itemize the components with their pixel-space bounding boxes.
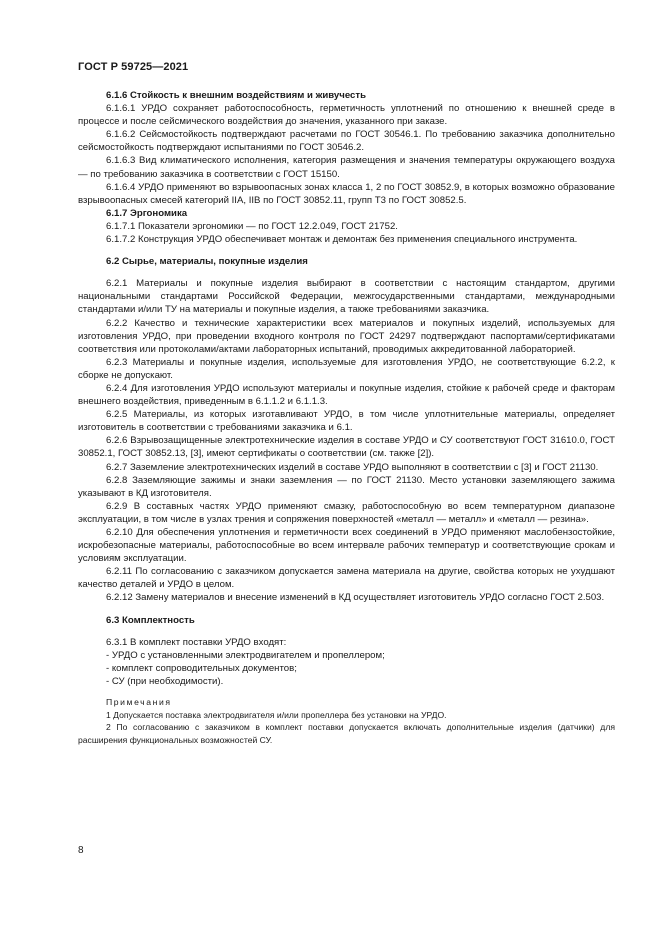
list-item: - УРДО с установленными электродвигателем и пропеллером; xyxy=(106,649,385,661)
section-heading-6-1-7: 6.1.7 Эргономика xyxy=(106,207,188,219)
paragraph-6-2-7: 6.2.7 Заземление электротехнических изделий в составе УРДО выполняют в соответствии с [3] и ГОСТ 21130. xyxy=(106,461,599,473)
paragraph-6-2-5: 6.2.5 Материалы, из которых изготавливают УРДО, в том числе уплотнительные материалы, определяет изготовитель в соответствии с требованиями заказчика и 6.1. xyxy=(78,409,615,434)
note-item: 1 Допускается поставка электродвигателя и/или пропеллера без установки на УРДО. xyxy=(106,710,447,721)
document-code-header: ГОСТ Р 59725—2021 xyxy=(78,61,189,73)
paragraph-6-2-2: 6.2.2 Качество и технические характеристики всех материалов и покупных изделий, используемых для изготовления УРДО, при проведении входного контроля по ГОСТ 24297 подтверждают паспортами/сертификатами соответствия или протоколами/актами лабораторных испытаний, проводимых аккредитованной лабораторией. xyxy=(78,317,615,355)
paragraph-6-2-3: 6.2.3 Материалы и покупные изделия, используемые для изготовления УРДО, не соответствующие 6.2.2, к сборке не допускают. xyxy=(78,356,615,381)
paragraph-6-2-10: 6.2.10 Для обеспечения уплотнения и герметичности всех соединений в УРДО применяют маслобензостойкие, искробезопасные материалы, работоспособные во всем интервале рабочих температур и соответствующие срокам и условиям эксплуатации. xyxy=(78,527,615,565)
paragraph-6-2-12: 6.2.12 Замену материалов и внесение изменений в КД осуществляет изготовитель УРДО согласно ГОСТ 2.503. xyxy=(106,592,605,604)
paragraph-6-2-9: 6.2.9 В составных частях УРДО применяют смазку, работоспособную во всем температурном диапазоне эксплуатации, в том числе в узлах трения и сопряжения поверхностей «металл — металл» и «металл — резина». xyxy=(78,500,615,525)
section-heading-6-3: 6.3 Комплектность xyxy=(106,614,195,626)
note-item: 2 По согласованию с заказчиком в комплект поставки допускается включать дополнительные изделия (датчики) для расширения функциональных возможностей СУ. xyxy=(78,722,615,745)
paragraph-6-2-8: 6.2.8 Заземляющие зажимы и знаки заземления — по ГОСТ 21130. Место установки заземляющего зажима указывают в КД изготовителя. xyxy=(78,474,615,499)
section-heading-6-1-6: 6.1.6 Стойкость к внешним воздействиям и живучесть xyxy=(106,90,366,101)
notes-title: Примечания xyxy=(106,697,172,708)
section-heading-6-2: 6.2 Сырье, материалы, покупные изделия xyxy=(106,256,308,268)
paragraph-6-2-6: 6.2.6 Взрывозащищенные электротехнические изделия в составе УРДО и СУ соответствуют ГОСТ 31610.0, ГОСТ 30852.1, ГОСТ 30852.13, [3], имеют сертификаты о соответствии (см. также [2]). xyxy=(78,435,615,460)
document-body xyxy=(78,89,615,746)
paragraph-6-2-11: 6.2.11 По согласованию с заказчиком допускается замена материала на другие, свойства которых не ухудшают качество деталей и УРДО в целом. xyxy=(78,566,615,591)
list-item: - СУ (при необходимости). xyxy=(106,675,224,687)
paragraph-6-1-6-3: 6.1.6.3 Вид климатического исполнения, категория размещения и значения температуры окружающего воздуха — по требованию заказчика в соответствии с ГОСТ 15150. xyxy=(78,155,615,180)
page-number: 8 xyxy=(78,845,84,856)
paragraph-6-1-6-1: 6.1.6.1 УРДО сохраняет работоспособность, герметичность уплотнений по отношению к внешней среде в процессе и после сейсмического воздействия до значения, указанного при заказе. xyxy=(78,103,615,128)
paragraph-6-3-1: 6.3.1 В комплект поставки УРДО входят: xyxy=(106,636,287,648)
paragraph-6-1-7-2: 6.1.7.2 Конструкция УРДО обеспечивает монтаж и демонтаж без применения специального инструмента. xyxy=(106,234,578,246)
list-item: - комплект сопроводительных документов; xyxy=(106,662,297,674)
paragraph-6-2-4: 6.2.4 Для изготовления УРДО используют материалы и покупные изделия, стойкие к рабочей среде и факторам внешнего воздействия, приведенным в 6.1.1.2 и 6.1.1.3. xyxy=(78,382,615,408)
paragraph-6-1-6-2: 6.1.6.2 Сейсмостойкость подтверждают расчетами по ГОСТ 30546.1. По требованию заказчика дополнительно сейсмостойкость подтверждают испытаниями по ГОСТ 30546.2. xyxy=(78,129,615,154)
paragraph-6-1-7-1: 6.1.7.1 Показатели эргономики — по ГОСТ 12.2.049, ГОСТ 21752. xyxy=(106,220,398,232)
paragraph-6-2-1: 6.2.1 Материалы и покупные изделия выбирают в соответствии с настоящим стандартом, другими национальными стандартами Российской Федерации, межгосударственными стандартами, международными стандартами и/или ТУ на материалы и покупные изделия, а также требованиями заказчика. xyxy=(78,278,615,316)
paragraph-6-1-6-4: 6.1.6.4 УРДО применяют во взрывоопасных зонах класса 1, 2 по ГОСТ 30852.9, в которых возможно образование взрывоопасных смесей категорий IIA, IIB по ГОСТ 30852.11, групп Т3 по ГОСТ 30852.5. xyxy=(78,181,615,206)
